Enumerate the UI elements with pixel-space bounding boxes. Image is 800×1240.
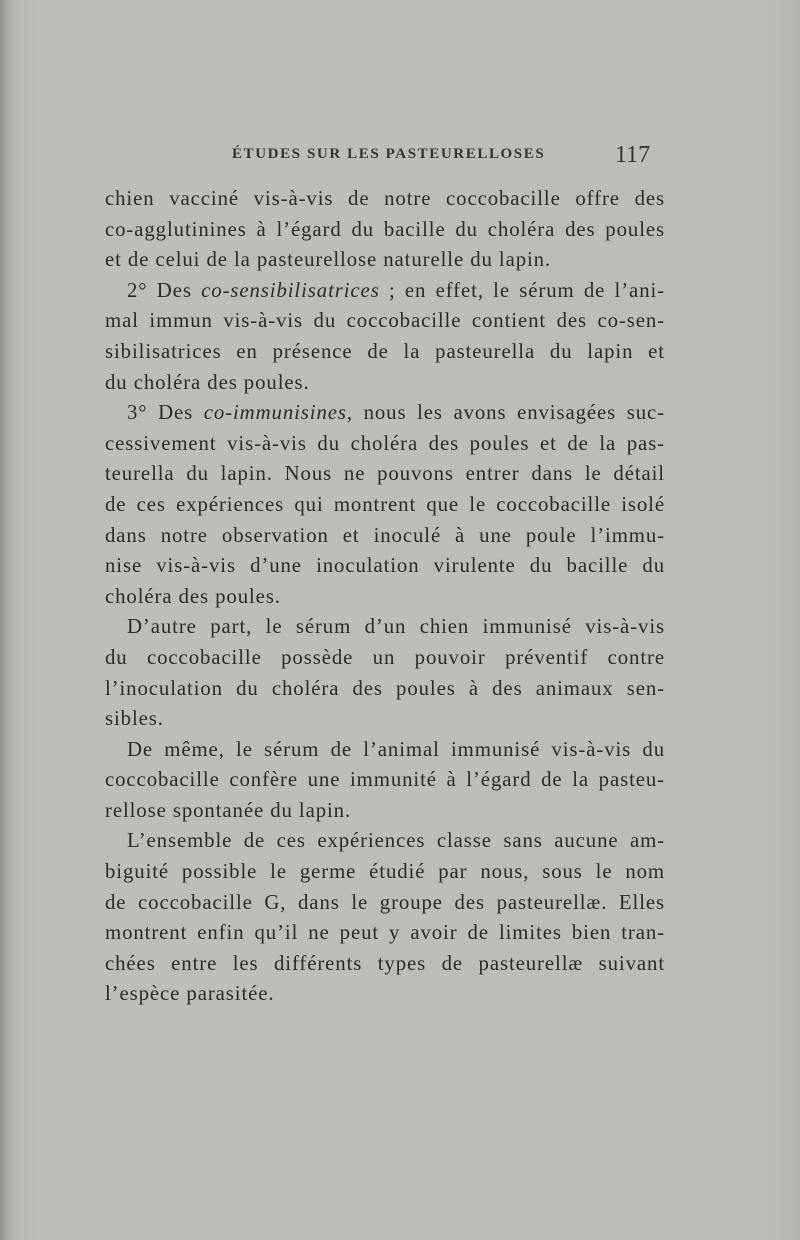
text-line: et de celui de la pasteurellose naturelle du lapin. (105, 248, 552, 272)
text-line: de coccobacille G, dans le groupe des pasteurellæ. Elles (105, 890, 665, 914)
italic-term: co-sensibilisatrices (201, 278, 380, 302)
text-line: du choléra des poules. (105, 370, 310, 394)
text-line: sibilisatrices en présence de la pasteurella du lapin et (105, 339, 665, 363)
text-line: montrent enfin qu’il ne peut y avoir de limites bien tran- (105, 921, 665, 945)
text-line: D’autre part, le sérum d’un chien immunisé vis-à-vis (127, 615, 665, 639)
body-text (105, 184, 665, 1010)
page-number: 117 (615, 142, 651, 168)
text-line: du coccobacille possède un pouvoir préventif contre (105, 645, 665, 669)
text-segment: 2° Des (127, 278, 202, 302)
text-line (105, 276, 665, 307)
text-segment: , nous les avons envisagées suc- (346, 401, 665, 425)
text-line: cessivement vis-à-vis du choléra des poules et de la pas- (105, 431, 665, 455)
text-line: mal immun vis-à-vis du coccobacille contient des co-sen- (105, 309, 665, 333)
text-segment: 3° Des (127, 401, 204, 425)
text-line: nise vis-à-vis d’une inoculation virulente du bacille du (105, 554, 665, 578)
text-line: rellose spontanée du lapin. (105, 798, 352, 822)
text-line: co-agglutinines à l’égard du bacille du choléra des poules (105, 217, 665, 241)
text-line (105, 398, 665, 429)
italic-term: co-immunisines (203, 401, 347, 425)
text-line: De même, le sérum de l’animal immunisé vis-à-vis du (127, 737, 665, 761)
text-line: dans notre observation et inoculé à une poule l’immu- (105, 523, 665, 547)
text-line: teurella du lapin. Nous ne pouvons entrer dans le détail (105, 462, 665, 486)
text-line: l’espèce parasitée. (105, 982, 275, 1006)
text-line: l’inoculation du choléra des poules à des animaux sen- (105, 676, 665, 700)
text-line: sibles. (105, 707, 164, 731)
page-header (0, 142, 800, 172)
text-line: biguité possible le germe étudié par nous, sous le nom (105, 860, 665, 884)
text-line: L’ensemble de ces expériences classe sans aucune am- (127, 829, 665, 853)
running-title: ÉTUDES SUR LES PASTEURELLOSES (232, 146, 546, 162)
text-line: chées entre les différents types de pasteurellæ suivant (105, 951, 665, 975)
text-segment: ; en effet, le sérum de l’ani- (379, 278, 665, 302)
text-line: chien vacciné vis-à-vis de notre coccobacille offre des (105, 187, 665, 210)
text-line: choléra des poules. (105, 584, 281, 608)
text-line: coccobacille confère une immunité à l’égard de la pasteu- (105, 768, 665, 792)
text-line: de ces expériences qui montrent que le coccobacille isolé (105, 492, 665, 516)
